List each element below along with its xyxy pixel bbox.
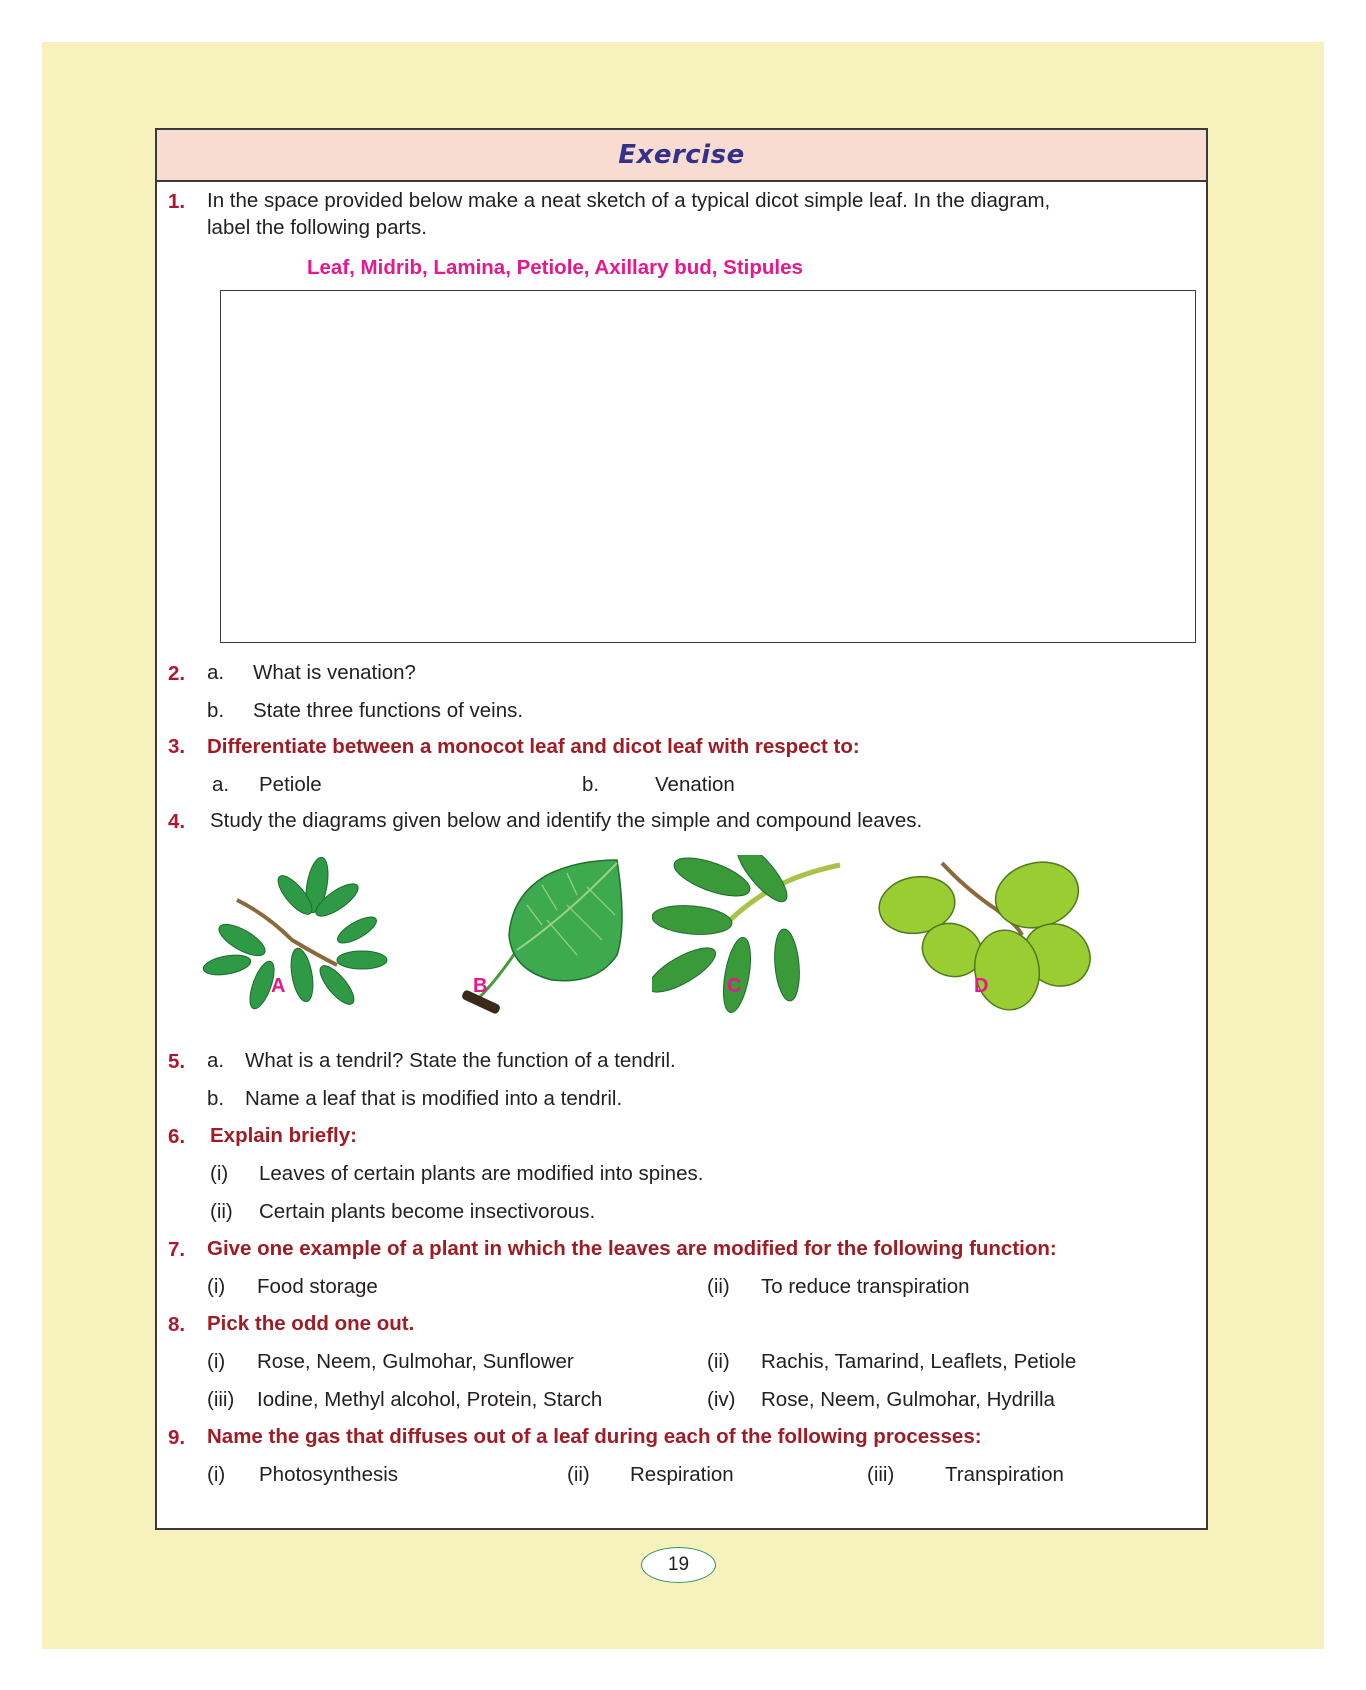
page-number: 19 [641,1547,716,1583]
q3-b-text: Venation [655,773,735,796]
q1-text-line2: label the following parts. [207,216,427,239]
q9-i-text: Photosynthesis [259,1463,399,1486]
q8-i-marker: (i) [207,1350,226,1373]
leaf-label-a: A [271,975,286,997]
q8-number: 8. [168,1313,186,1336]
q9-ii-marker: (ii) [567,1463,590,1486]
leaf-image-c [652,855,852,1025]
sketch-answer-box[interactable] [220,290,1196,643]
q1-number: 1. [168,190,186,213]
leaf-label-c: C [727,975,742,997]
q3-text: Differentiate between a monocot leaf and dicot leaf with respect to: [207,735,860,758]
q6-i-marker: (i) [210,1162,229,1185]
title-bar [157,130,1206,182]
q7-i-text: Food storage [257,1275,378,1298]
leaf-image-a [197,855,397,1030]
q7-i-marker: (i) [207,1275,226,1298]
q8-iv-marker: (iv) [707,1388,736,1411]
q3-a-marker: a. [212,773,230,796]
q6-ii-text: Certain plants become insectivorous. [259,1200,596,1223]
q8-text: Pick the odd one out. [207,1312,415,1335]
q9-number: 9. [168,1426,186,1449]
page-title: Exercise [618,140,745,170]
q3-b-marker: b. [582,773,600,796]
q8-iii-marker: (iii) [207,1388,235,1411]
q1-text-line1: In the space provided below make a neat sketch of a typical dicot simple leaf. In the diagram, [207,189,1051,212]
q4-text: Study the diagrams given below and identify the simple and compound leaves. [210,809,923,832]
q6-text: Explain briefly: [210,1124,357,1147]
q7-text: Give one example of a plant in which the leaves are modified for the following function: [207,1237,1057,1260]
q7-ii-marker: (ii) [707,1275,730,1298]
q1-parts: Leaf, Midrib, Lamina, Petiole, Axillary bud, Stipules [307,256,803,279]
q8-i-text: Rose, Neem, Gulmohar, Sunflower [257,1350,574,1373]
q7-number: 7. [168,1238,186,1261]
q5-number: 5. [168,1050,186,1073]
q5-a-text: What is a tendril? State the function of a tendril. [245,1049,676,1072]
q6-number: 6. [168,1125,186,1148]
q8-ii-text: Rachis, Tamarind, Leaflets, Petiole [761,1350,1077,1373]
leaf-label-b: B [473,975,488,997]
q8-ii-marker: (ii) [707,1350,730,1373]
q8-iii-text: Iodine, Methyl alcohol, Protein, Starch [257,1388,603,1411]
q5-a-marker: a. [207,1049,225,1072]
q5-b-text: Name a leaf that is modified into a tendril. [245,1087,623,1110]
q3-number: 3. [168,735,186,758]
q5-b-marker: b. [207,1087,225,1110]
q9-iii-marker: (iii) [867,1463,895,1486]
q6-i-text: Leaves of certain plants are modified into spines. [259,1162,704,1185]
q9-i-marker: (i) [207,1463,226,1486]
q9-ii-text: Respiration [630,1463,734,1486]
q4-number: 4. [168,810,186,833]
q7-ii-text: To reduce transpiration [761,1275,970,1298]
leaf-label-d: D [974,975,989,997]
exercise-frame [155,128,1208,1530]
q2-a-text: What is venation? [253,661,416,684]
q2-b-text: State three functions of veins. [253,699,524,722]
q2-b-marker: b. [207,699,225,722]
q2-a-marker: a. [207,661,225,684]
q9-text: Name the gas that diffuses out of a leaf during each of the following processes: [207,1425,982,1448]
q6-ii-marker: (ii) [210,1200,233,1223]
q3-a-text: Petiole [259,773,322,796]
q8-iv-text: Rose, Neem, Gulmohar, Hydrilla [761,1388,1055,1411]
q9-iii-text: Transpiration [945,1463,1064,1486]
q2-number: 2. [168,662,186,685]
